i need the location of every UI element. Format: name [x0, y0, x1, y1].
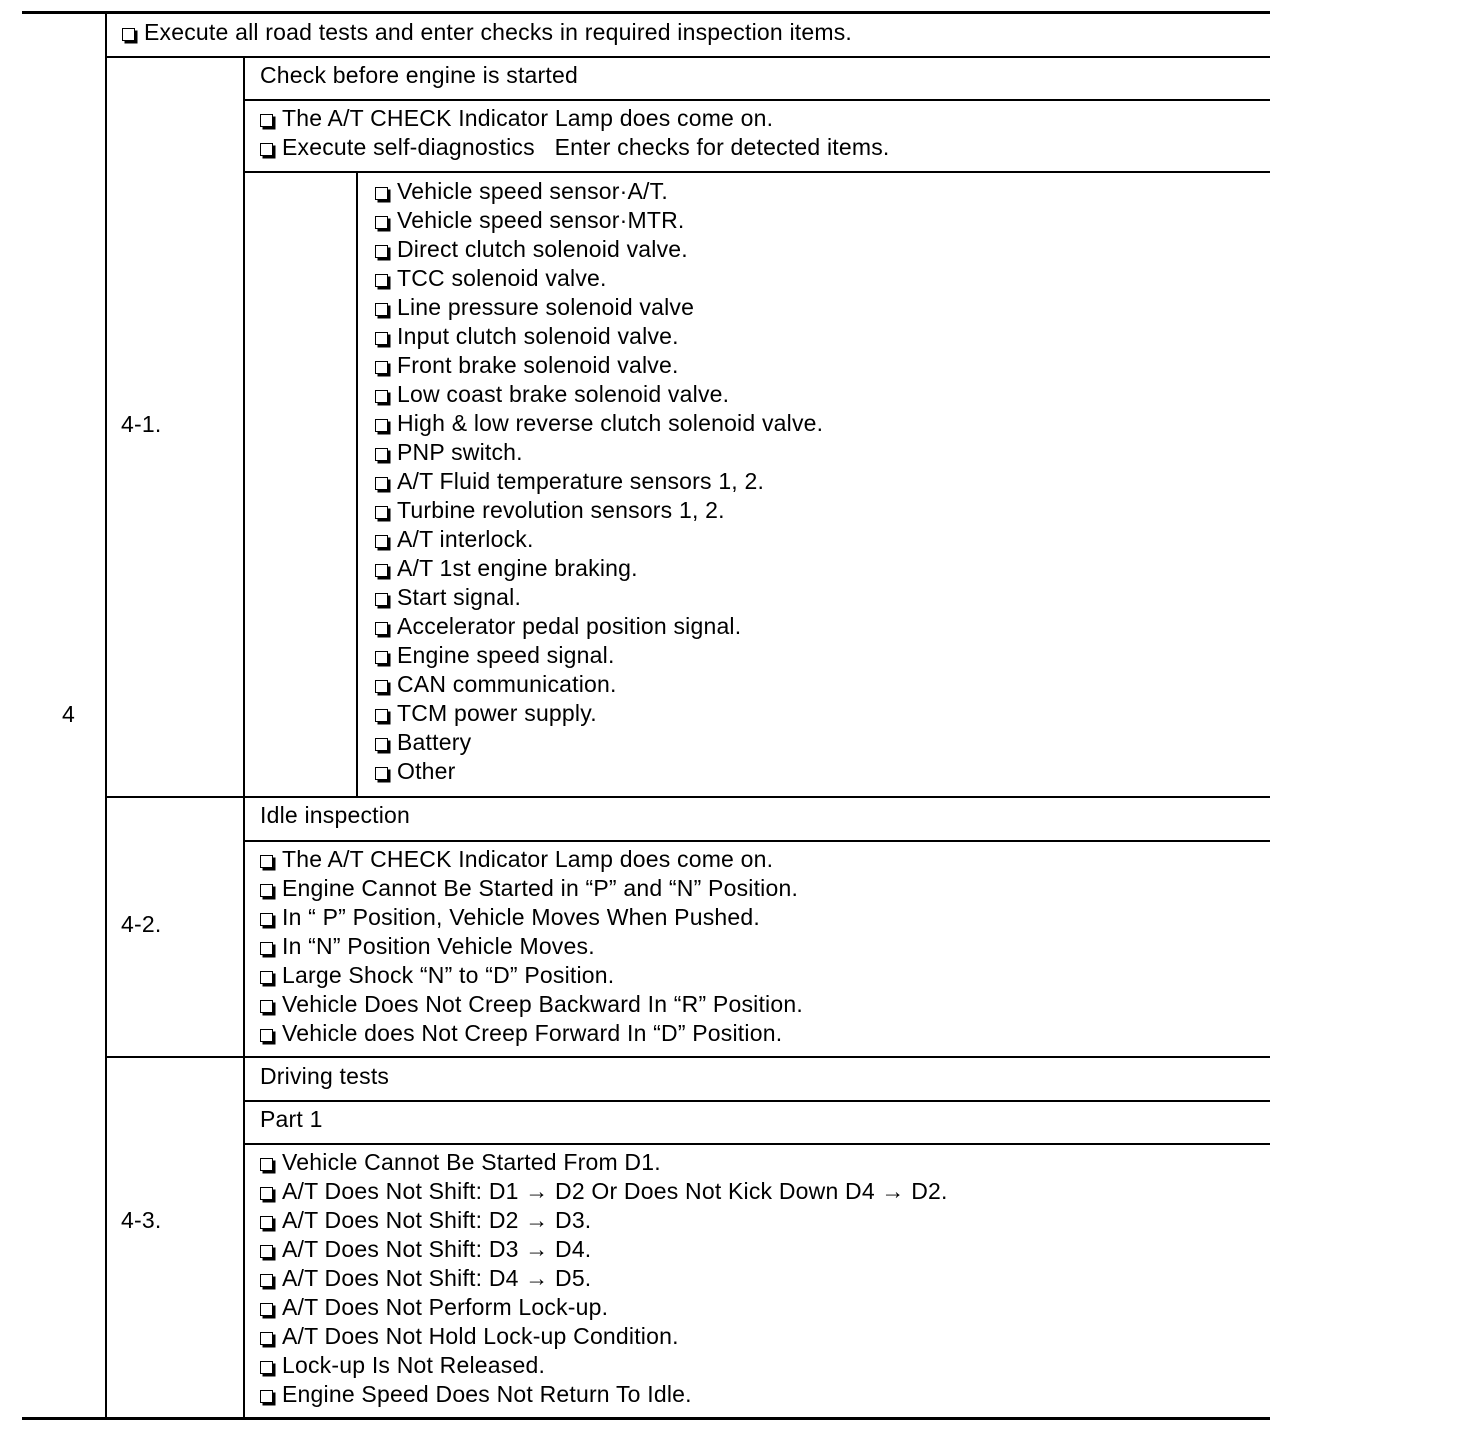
- detected-item-text: Direct clutch solenoid valve.: [397, 235, 688, 262]
- detected-item: [375, 467, 1270, 496]
- detected-item-text: A/T Fluid temperature sensors 1, 2.: [397, 467, 765, 494]
- checkbox-icon: [260, 971, 273, 984]
- check-item-text: Vehicle does Not Creep Forward In “D” Position.: [282, 1019, 783, 1046]
- bottom-rule: [22, 1417, 1270, 1420]
- section-title: Idle inspection: [260, 801, 411, 828]
- check-item-text: Vehicle Does Not Creep Backward In “R” Position.: [282, 990, 803, 1017]
- instruction-row: [105, 14, 1270, 56]
- checkbox-icon: [260, 1158, 273, 1171]
- detected-item: [375, 438, 1270, 467]
- section-label: 4-2.: [121, 910, 162, 937]
- check-item-text: A/T Does Not Shift: D4 → D5.: [282, 1264, 592, 1291]
- check-item-text: Execute self-diagnostics Enter checks for detected items.: [282, 133, 890, 160]
- detected-item: [375, 583, 1270, 612]
- instruction-line: [122, 18, 1270, 47]
- checkbox-icon: [260, 1029, 273, 1042]
- check-item: [260, 1380, 1270, 1409]
- check-item: [260, 1148, 1270, 1177]
- checkbox-icon: [375, 593, 388, 606]
- detected-item: [375, 293, 1270, 322]
- check-item-text: A/T Does Not Shift: D1 → D2 Or Does Not Kick Down D4 → D2.: [282, 1177, 948, 1204]
- detected-item: [375, 641, 1270, 670]
- section-subtitle-cell: [243, 1100, 1270, 1143]
- detected-item-text: Line pressure solenoid valve: [397, 293, 695, 320]
- step-number-cell: [22, 14, 105, 1417]
- detected-item-text: TCM power supply.: [397, 699, 597, 726]
- check-item-text: Vehicle Cannot Be Started From D1.: [282, 1148, 661, 1175]
- checkbox-icon: [260, 1187, 273, 1200]
- checkbox-icon: [375, 245, 388, 258]
- checkbox-icon: [375, 419, 388, 432]
- check-item-text: Lock-up Is Not Released.: [282, 1351, 546, 1378]
- checkbox-icon: [375, 767, 388, 780]
- check-item: [260, 1019, 1270, 1048]
- checkbox-icon: [260, 913, 273, 926]
- checkbox-icon: [375, 622, 388, 635]
- detected-item-text: High & low reverse clutch solenoid valve.: [397, 409, 824, 436]
- check-item-text: A/T Does Not Shift: D2 → D3.: [282, 1206, 592, 1233]
- detected-item: [375, 496, 1270, 525]
- check-item: [260, 1322, 1270, 1351]
- checkbox-icon: [375, 564, 388, 577]
- detected-item-text: Low coast brake solenoid valve.: [397, 380, 730, 407]
- detected-item: [375, 612, 1270, 641]
- check-item-text: In “ P” Position, Vehicle Moves When Pushed.: [282, 903, 760, 930]
- section-label-cell: [105, 56, 243, 796]
- check-list: [243, 1143, 1270, 1417]
- detected-item-text: Accelerator pedal position signal.: [397, 612, 742, 639]
- detected-item-text: PNP switch.: [397, 438, 523, 465]
- section-label-cell: [105, 796, 243, 1056]
- instruction-text: Execute all road tests and enter checks in required inspection items.: [144, 18, 852, 45]
- checkbox-icon: [375, 187, 388, 200]
- blank-cell: [243, 171, 356, 796]
- detected-item: [375, 264, 1270, 293]
- checkbox-icon: [260, 1216, 273, 1229]
- checkbox-icon: [260, 1390, 273, 1403]
- detected-item-text: Turbine revolution sensors 1, 2.: [397, 496, 725, 523]
- checkbox-icon: [122, 28, 135, 41]
- section-title-cell: [243, 796, 1270, 840]
- detected-item: [375, 409, 1270, 438]
- check-item: [260, 1293, 1270, 1322]
- checkbox-icon: [260, 942, 273, 955]
- checkbox-icon: [260, 1332, 273, 1345]
- detected-item-text: CAN communication.: [397, 670, 617, 697]
- section-subtitle: Part 1: [260, 1105, 323, 1132]
- detected-item-text: Engine speed signal.: [397, 641, 615, 668]
- check-item-text: A/T Does Not Shift: D3 → D4.: [282, 1235, 592, 1262]
- checkbox-icon: [375, 332, 388, 345]
- checkbox-icon: [375, 738, 388, 751]
- check-item: [260, 845, 1270, 874]
- check-item-text: A/T Does Not Hold Lock-up Condition.: [282, 1322, 679, 1349]
- detected-item: [375, 728, 1270, 757]
- detected-item: [375, 235, 1270, 264]
- section-title: Driving tests: [260, 1062, 390, 1089]
- check-item: [260, 903, 1270, 932]
- detected-item-text: A/T 1st engine braking.: [397, 554, 638, 581]
- check-item-text: A/T Does Not Perform Lock-up.: [282, 1293, 609, 1320]
- checkbox-icon: [375, 274, 388, 287]
- section-title: Check before engine is started: [260, 61, 578, 88]
- checkbox-icon: [375, 535, 388, 548]
- detected-item: [375, 380, 1270, 409]
- check-item-text: The A/T CHECK Indicator Lamp does come on.: [282, 845, 774, 872]
- checkbox-icon: [260, 143, 273, 156]
- check-item: [260, 1351, 1270, 1380]
- checkbox-icon: [260, 1274, 273, 1287]
- detected-item: [375, 525, 1270, 554]
- check-item-text: Large Shock “N” to “D” Position.: [282, 961, 615, 988]
- check-item: [260, 104, 1270, 133]
- detected-item-text: TCC solenoid valve.: [397, 264, 607, 291]
- check-item-text: The A/T CHECK Indicator Lamp does come on.: [282, 104, 774, 131]
- detected-items-list: [356, 171, 1270, 796]
- check-list: [243, 99, 1270, 171]
- check-item: [260, 1177, 1270, 1206]
- check-list: [243, 840, 1270, 1056]
- detected-item-text: A/T interlock.: [397, 525, 534, 552]
- checkbox-icon: [260, 1245, 273, 1258]
- check-item: [260, 1235, 1270, 1264]
- section-label-cell: [105, 1056, 243, 1417]
- checkbox-icon: [375, 448, 388, 461]
- checkbox-icon: [375, 506, 388, 519]
- detected-item: [375, 554, 1270, 583]
- detected-item-text: Other: [397, 757, 456, 784]
- check-item-text: In “N” Position Vehicle Moves.: [282, 932, 595, 959]
- check-item: [260, 874, 1270, 903]
- checkbox-icon: [260, 1361, 273, 1374]
- section-label: 4-1.: [121, 410, 162, 437]
- checkbox-icon: [375, 361, 388, 374]
- check-item: [260, 961, 1270, 990]
- step-number: 4: [62, 700, 75, 727]
- checkbox-icon: [375, 477, 388, 490]
- detected-item: [375, 757, 1270, 786]
- check-item: [260, 1206, 1270, 1235]
- check-item: [260, 990, 1270, 1019]
- detected-item-text: Vehicle speed sensor·A/T.: [397, 177, 668, 204]
- check-item: [260, 932, 1270, 961]
- section-label: 4-3.: [121, 1206, 162, 1233]
- detected-item-text: Battery: [397, 728, 472, 755]
- detected-item: [375, 206, 1270, 235]
- check-item-text: Engine Cannot Be Started in “P” and “N” Position.: [282, 874, 799, 901]
- section-title-cell: [243, 1056, 1270, 1100]
- check-item: [260, 133, 1270, 162]
- detected-item: [375, 177, 1270, 206]
- checkbox-icon: [260, 1000, 273, 1013]
- detected-item-text: Start signal.: [397, 583, 522, 610]
- checkbox-icon: [260, 1303, 273, 1316]
- checkbox-icon: [260, 884, 273, 897]
- checkbox-icon: [375, 390, 388, 403]
- checkbox-icon: [260, 114, 273, 127]
- checkbox-icon: [375, 651, 388, 664]
- detected-item-text: Front brake solenoid valve.: [397, 351, 679, 378]
- detected-item: [375, 351, 1270, 380]
- checkbox-icon: [375, 303, 388, 316]
- detected-item-text: Input clutch solenoid valve.: [397, 322, 679, 349]
- checkbox-icon: [375, 216, 388, 229]
- detected-item-text: Vehicle speed sensor·MTR.: [397, 206, 685, 233]
- checkbox-icon: [375, 709, 388, 722]
- detected-item: [375, 322, 1270, 351]
- section-title-cell: [243, 56, 1270, 99]
- detected-item: [375, 670, 1270, 699]
- checkbox-icon: [260, 855, 273, 868]
- check-item: [260, 1264, 1270, 1293]
- checkbox-icon: [375, 680, 388, 693]
- detected-item: [375, 699, 1270, 728]
- check-item-text: Engine Speed Does Not Return To Idle.: [282, 1380, 692, 1407]
